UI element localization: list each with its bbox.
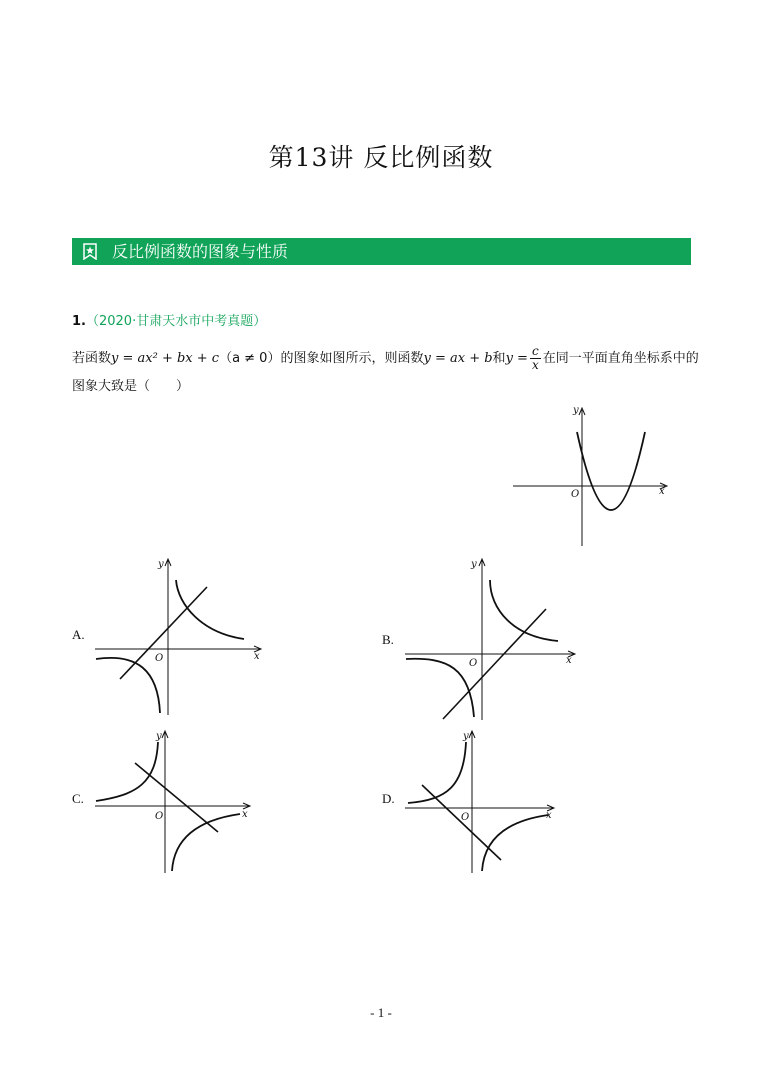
- axis-y-label: y: [573, 405, 579, 416]
- text-line2: 图象大致是（ ）: [72, 379, 190, 394]
- hyperbola-branch-q2: [96, 742, 158, 801]
- axis-x-label: x: [659, 486, 665, 497]
- axis-y-label: y: [471, 559, 477, 570]
- option-d-graph[interactable]: [402, 728, 562, 878]
- option-b-graph[interactable]: [402, 555, 580, 723]
- linear-line: [120, 587, 207, 679]
- expr-linear: y = ax + b: [423, 351, 493, 366]
- hyperbola-branch-q4: [482, 815, 548, 871]
- question-number: 1.: [72, 314, 86, 329]
- origin-label: O: [461, 812, 470, 823]
- axis-x-label: x: [546, 810, 552, 821]
- text-part1: 若函数: [72, 351, 112, 366]
- text-part3: 在同一平面直角坐标系中的: [542, 351, 699, 366]
- axis-y-label: y: [158, 559, 164, 570]
- parabola-curve: [577, 432, 645, 510]
- origin-label: O: [155, 811, 164, 822]
- hyperbola-branch-q2: [408, 742, 466, 803]
- bookmark-star-icon: [82, 243, 98, 260]
- condition: （a ≠ 0）: [219, 351, 281, 366]
- origin-label: O: [469, 658, 478, 669]
- question-source: （2020·甘肃天水市中考真题）: [85, 314, 267, 329]
- axis-y-label: y: [156, 731, 162, 742]
- lecture-title: 第13讲 反比例函数: [268, 143, 494, 172]
- section-header: [72, 238, 691, 265]
- section-title: 反比例函数的图象与性质: [112, 242, 289, 261]
- expr-inverse-lhs: y =: [505, 351, 528, 366]
- linear-line: [443, 609, 546, 719]
- text-and: 和: [492, 351, 506, 366]
- parabola-graph: [505, 400, 675, 550]
- fraction-c-over-x: [530, 345, 541, 372]
- option-d-label[interactable]: D.: [382, 791, 395, 806]
- text-part2: 的图象如图所示，则函数: [280, 351, 424, 366]
- origin-label: O: [155, 653, 164, 664]
- option-c-label[interactable]: C.: [72, 791, 84, 806]
- linear-line: [422, 785, 501, 860]
- page-number: - 1 -: [370, 1005, 392, 1020]
- axis-y-label: y: [463, 731, 469, 742]
- hyperbola-branch-q3: [406, 659, 474, 717]
- linear-line: [135, 763, 218, 832]
- axis-x-label: x: [254, 651, 260, 662]
- expr-quadratic: y = ax² + bx + c: [111, 351, 220, 366]
- option-a-label[interactable]: A.: [72, 627, 85, 642]
- origin-label: O: [571, 489, 580, 500]
- frac-numerator: c: [530, 345, 541, 359]
- axis-x-label: x: [566, 655, 572, 666]
- option-c-graph[interactable]: [92, 728, 257, 878]
- axis-x-label: x: [242, 809, 248, 820]
- hyperbola-branch-q3: [96, 658, 160, 713]
- option-b-label[interactable]: B.: [382, 632, 394, 647]
- question-header: [72, 310, 266, 329]
- frac-denominator: x: [531, 358, 539, 372]
- option-a-graph[interactable]: [92, 555, 267, 720]
